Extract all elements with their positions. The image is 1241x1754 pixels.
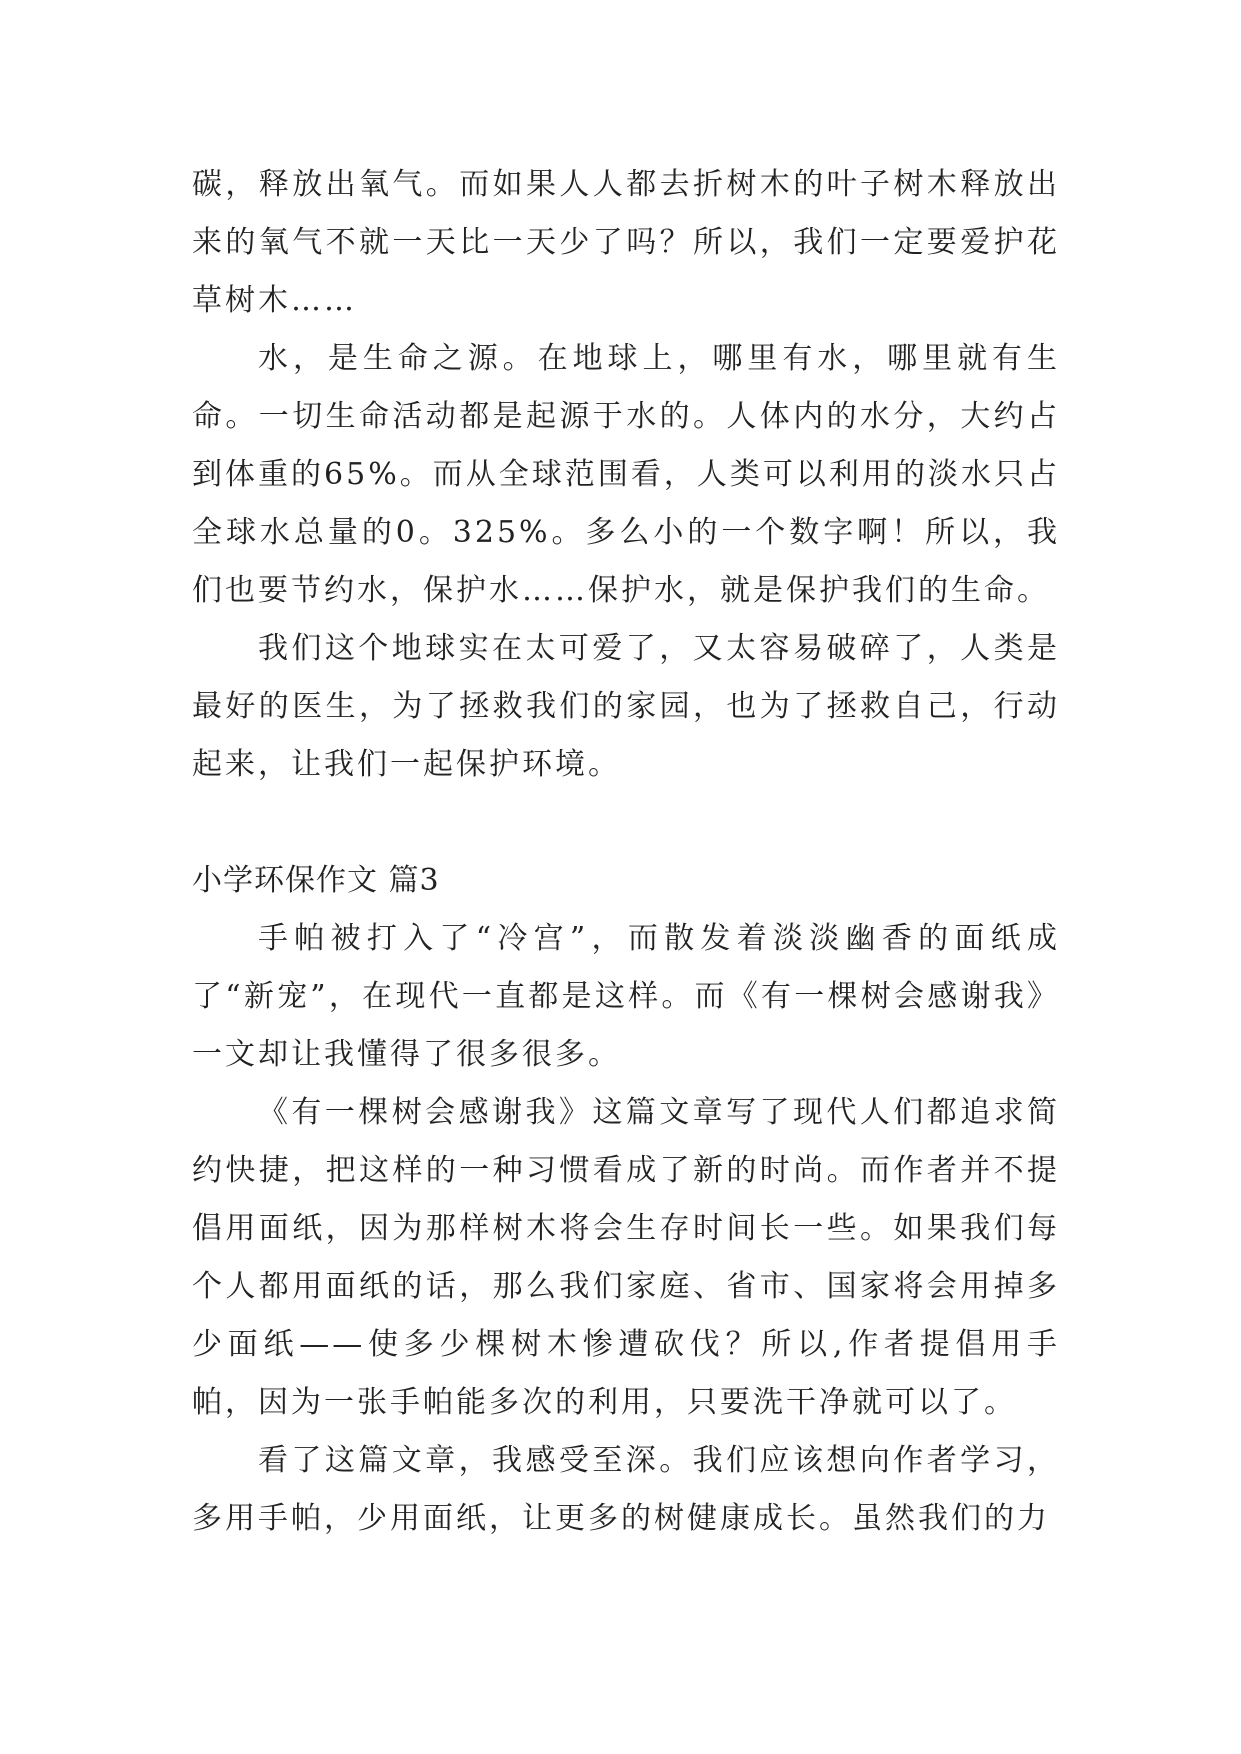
section-heading: 小学环保作文 篇3 (192, 863, 440, 898)
document-body (192, 156, 1060, 1548)
paragraph-earth: 我们这个地球实在太可爱了，又太容易破碎了，人类是最好的医生，为了拯救我们的家园，也为了拯救自己，行动起来，让我们一起保护环境。 (192, 631, 1060, 782)
paragraph-article: 《有一棵树会感谢我》这篇文章写了现代人们都追求简约快捷，把这样的一种习惯看成了新的时尚。而作者并不提倡用面纸，因为那样树木将会生存时间长一些。如果我们每个人都用面纸的话，那么我们家庭、省市、国家将会用掉多少面纸——使多少棵树木惨遭砍伐？所以,作者提倡用手帕，因为一张手帕能多次的利用，只要洗干净就可以了。 (192, 1095, 1060, 1420)
paragraph-water: 水，是生命之源。在地球上，哪里有水，哪里就有生命。一切生命活动都是起源于水的。人体内的水分，大约占到体重的65%。而从全球范围看，人类可以利用的淡水只占全球水总量的0。325%。多么小的一个数字啊！所以，我们也要节约水，保护水……保护水，就是保护我们的生命。 (192, 341, 1060, 608)
section-spacer (192, 794, 1060, 852)
paragraph-continued: 碳，释放出氧气。而如果人人都去折树木的叶子树木释放出来的氧气不就一天比一天少了吗？所以，我们一定要爱护花草树木…… (192, 167, 1060, 318)
paragraph-reflection: 看了这篇文章，我感受至深。我们应该想向作者学习，多用手帕，少用面纸，让更多的树健康成长。虽然我们的力 (192, 1443, 1060, 1536)
paragraph-handkerchief: 手帕被打入了“冷宫”，而散发着淡淡幽香的面纸成了“新宠”，在现代一直都是这样。而《有一棵树会感谢我》一文却让我懂得了很多很多。 (192, 921, 1060, 1072)
